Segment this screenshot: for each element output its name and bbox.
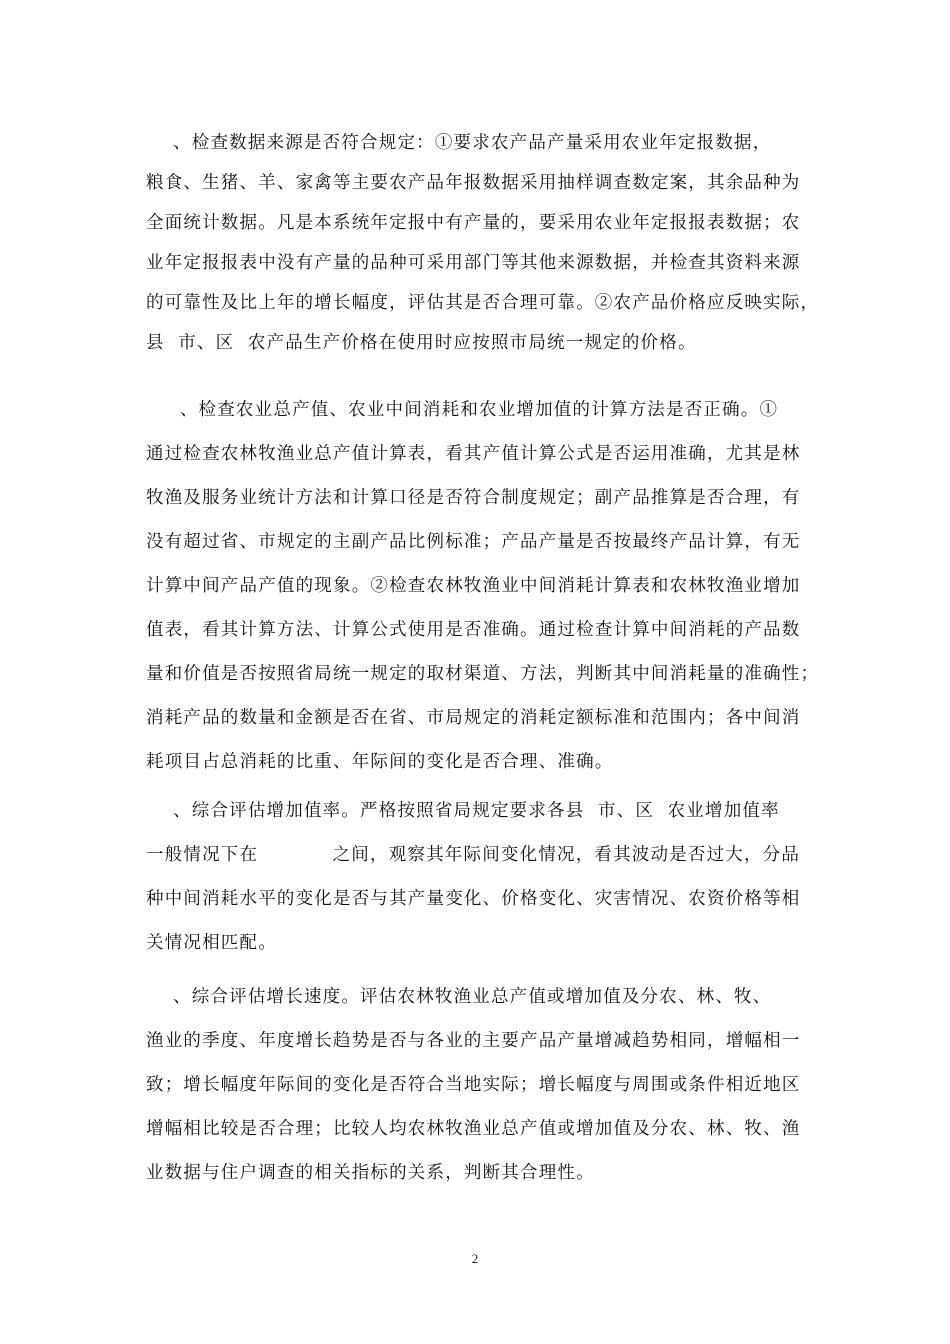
text-line: 一般情况下在 之间，观察其年际间变化情况，看其波动是否过大，分品	[146, 845, 801, 865]
text-line: 、检查农业总产值、农业中间消耗和农业增加值的计算方法是否正确。①	[146, 400, 779, 420]
text-line: 通过检查农林牧渔业总产值计算表，看其产值计算公式是否运用准确，尤其是林	[146, 444, 801, 464]
page-number: 2	[471, 1251, 479, 1266]
text-line: 计算中间产品产值的现象。②检查农林牧渔业中间消耗计算表和农林牧渔业增加	[146, 576, 801, 596]
text-line: 县 市、区 农产品生产价格在使用时应按照市局统一规定的价格。	[146, 333, 697, 353]
text-line: 、检查数据来源是否符合规定：①要求农产品产量采用农业年定报数据，	[146, 133, 772, 153]
text-line: 值表，看其计算方法、计算公式使用是否准确。通过检查计算中间消耗的产品数	[146, 620, 801, 640]
text-line: 牧渔及服务业统计方法和计算口径是否符合制度规定；副产品推算是否合理，有	[146, 488, 801, 508]
text-line: 量和价值是否按照省局统一规定的取材渠道、方法，判断其中间消耗量的准确性；	[146, 664, 820, 684]
text-line: 业年定报报表中没有产量的品种可采用部门等其他来源数据，并检查其资料来源	[146, 253, 801, 273]
text-line: 、综合评估增长速度。评估农林牧渔业总产值或增加值及分农、林、牧、	[146, 987, 772, 1007]
text-line: 全面统计数据。凡是本系统年定报中有产量的，要采用农业年定报报表数据；农	[146, 213, 801, 233]
text-line: 没有超过省、市规定的主副产品比例标准；产品产量是否按最终产品计算，有无	[146, 532, 801, 552]
text-line: 增幅相比较是否合理；比较人均农林牧渔业总产值或增加值及分农、林、牧、渔	[146, 1119, 801, 1139]
text-line: 的可靠性及比上年的增长幅度，评估其是否合理可靠。②农产品价格应反映实际，	[146, 293, 820, 313]
text-line: 消耗产品的数量和金额是否在省、市局规定的消耗定额标准和范围内；各中间消	[146, 708, 801, 728]
text-line: 粮食、生猪、羊、家禽等主要农产品年报数据采用抽样调查数定案，其余品种为	[146, 173, 801, 193]
text-line: 渔业的季度、年度增长趋势是否与各业的主要产品产量增减趋势相同，增幅相一	[146, 1031, 801, 1051]
text-line: 致；增长幅度年际间的变化是否符合当地实际；增长幅度与周围或条件相近地区	[146, 1075, 801, 1095]
text-line: 业数据与住户调查的相关指标的关系，判断其合理性。	[146, 1163, 595, 1183]
text-line: 关情况相匹配。	[146, 933, 277, 953]
text-line: 种中间消耗水平的变化是否与其产量变化、价格变化、灾害情况、农资价格等相	[146, 889, 801, 909]
text-line: 耗项目占总消耗的比重、年际间的变化是否合理、准确。	[146, 752, 614, 772]
text-line: 、综合评估增加值率。严格按照省局规定要求各县 市、区 农业增加值率	[146, 801, 780, 821]
